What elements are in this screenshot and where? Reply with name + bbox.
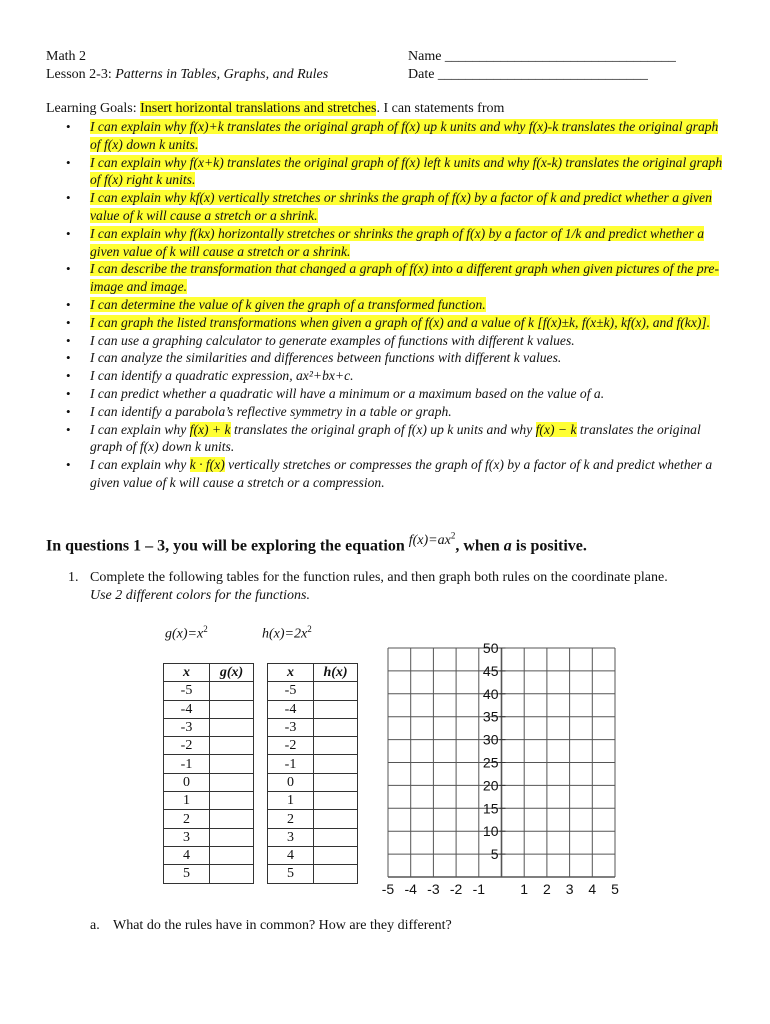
goal-highlight: f(x) − k bbox=[535, 421, 577, 437]
goal-text: I can identify a parabola’s reflective symmetry in a table or graph. bbox=[90, 403, 452, 419]
goal-item bbox=[60, 367, 730, 385]
answer-cell[interactable] bbox=[314, 828, 358, 846]
y-tick-label: 15 bbox=[482, 800, 499, 817]
y-tick-label: 5 bbox=[490, 846, 499, 863]
table-row bbox=[164, 773, 254, 791]
answer-cell[interactable] bbox=[314, 792, 358, 810]
bullet-icon: • bbox=[66, 421, 71, 437]
column-header-x: x bbox=[268, 664, 314, 682]
goal-text: I can identify a quadratic expression, ax²+bx+c. bbox=[90, 368, 354, 384]
bullet-icon: • bbox=[66, 403, 71, 419]
x-cell: -4 bbox=[164, 700, 210, 718]
table-row bbox=[268, 810, 358, 828]
table-row bbox=[164, 846, 254, 864]
y-tick-label: 35 bbox=[482, 708, 499, 725]
bullet-icon: • bbox=[66, 350, 71, 366]
table-row bbox=[268, 828, 358, 846]
table-row bbox=[268, 700, 358, 718]
table-row bbox=[268, 865, 358, 883]
goal-text: I can explain why kf(x) vertically stretches or shrinks the graph of f(x) by a factor of k and predict whether a given value of k will cause a stretch or a shrink. bbox=[90, 190, 712, 223]
answer-cell[interactable] bbox=[210, 700, 254, 718]
goal-text: I can predict whether a quadratic will have a minimum or a maximum based on the value of a. bbox=[90, 385, 605, 401]
goal-text: I can explain why bbox=[90, 457, 190, 473]
x-tick-label: 1 bbox=[520, 881, 529, 897]
table-row bbox=[268, 682, 358, 700]
x-cell: 5 bbox=[164, 865, 210, 883]
column-header-gx: g(x) bbox=[210, 664, 254, 682]
answer-cell[interactable] bbox=[210, 810, 254, 828]
table-row bbox=[268, 718, 358, 736]
y-tick-label: 50 bbox=[482, 640, 499, 656]
x-tick-label: 5 bbox=[611, 881, 619, 897]
goal-text: I can analyze the similarities and differences between functions with different k values. bbox=[90, 350, 562, 366]
goal-text: I can explain why f(x)+k translates the original graph of f(x) up k units and why f(x)-k translates the original graph of f(x) down k units. bbox=[90, 119, 719, 152]
section-title bbox=[46, 530, 587, 556]
x-cell: 0 bbox=[164, 773, 210, 791]
goal-item bbox=[60, 225, 730, 261]
q1-text-2: Use 2 different colors for the functions. bbox=[90, 588, 310, 603]
y-tick-label: 45 bbox=[482, 662, 499, 679]
column-header-hx: h(x) bbox=[314, 664, 358, 682]
section-equation bbox=[408, 530, 456, 548]
answer-cell[interactable] bbox=[210, 865, 254, 883]
goal-text: I can graph the listed transformations when given a graph of f(x) and a value of k [f(x)±k, f(x±k), kf(x), and f(kx)]. bbox=[90, 314, 711, 330]
bullet-icon: • bbox=[66, 314, 71, 330]
table-row bbox=[164, 682, 254, 700]
answer-cell[interactable] bbox=[210, 755, 254, 773]
goal-item bbox=[60, 296, 730, 314]
y-tick-label: 30 bbox=[482, 731, 499, 748]
table-header-row bbox=[268, 664, 358, 682]
lesson-name: Patterns in Tables, Graphs, and Rules bbox=[115, 67, 329, 82]
table-g-body bbox=[164, 682, 254, 883]
x-cell: 0 bbox=[268, 773, 314, 791]
table-h bbox=[267, 663, 358, 884]
answer-cell[interactable] bbox=[210, 846, 254, 864]
learning-goals-label: Learning Goals: bbox=[46, 101, 141, 116]
table-row bbox=[268, 755, 358, 773]
answer-cell[interactable] bbox=[210, 792, 254, 810]
answer-cell[interactable] bbox=[314, 737, 358, 755]
goal-text: I can determine the value of k given the graph of a transformed function. bbox=[90, 296, 486, 312]
goal-text: I can explain why f(kx) horizontally stretches or shrinks the graph of f(x) by a factor of 1/k and predict whether a given value of k will cause a stretch or a shrink. bbox=[90, 225, 704, 259]
goal-item bbox=[60, 349, 730, 367]
goal-item bbox=[60, 456, 730, 492]
table-row bbox=[164, 865, 254, 883]
x-cell: -3 bbox=[164, 718, 210, 736]
coordinate-grid bbox=[380, 640, 630, 905]
lesson-prefix: Lesson 2-3: bbox=[46, 67, 116, 82]
answer-cell[interactable] bbox=[314, 700, 358, 718]
table-row bbox=[164, 700, 254, 718]
x-cell: 1 bbox=[268, 792, 314, 810]
x-tick-label: -1 bbox=[472, 881, 486, 897]
bullet-icon: • bbox=[66, 332, 71, 348]
date-field: Date ______________________________ bbox=[408, 67, 648, 82]
x-cell: -2 bbox=[268, 737, 314, 755]
goal-text: I can explain why f(x+k) translates the original graph of f(x) left k units and why f(x-k) translates the original graph of f(x) right k units. bbox=[90, 154, 723, 188]
bullet-icon: • bbox=[66, 225, 71, 241]
x-cell: 1 bbox=[164, 792, 210, 810]
table-row bbox=[268, 737, 358, 755]
y-tick-label: 40 bbox=[482, 685, 499, 702]
lesson-title bbox=[46, 66, 328, 84]
table-row bbox=[268, 792, 358, 810]
table-row bbox=[164, 718, 254, 736]
goal-text: I can explain why bbox=[90, 421, 190, 437]
answer-cell[interactable] bbox=[314, 865, 358, 883]
g-label-exponent: 2 bbox=[203, 624, 208, 634]
x-tick-label: 2 bbox=[543, 881, 551, 897]
grid-lines bbox=[388, 648, 615, 877]
y-tick-label: 20 bbox=[482, 777, 499, 794]
goal-highlight: f(x) + k bbox=[189, 421, 231, 437]
x-cell: -2 bbox=[164, 737, 210, 755]
learning-goals-highlight: Insert horizontal translations and stretches bbox=[140, 101, 377, 116]
x-cell: 4 bbox=[268, 846, 314, 864]
table-h-body bbox=[268, 682, 358, 883]
table-row bbox=[164, 755, 254, 773]
answer-cell[interactable] bbox=[314, 718, 358, 736]
answer-cell[interactable] bbox=[314, 773, 358, 791]
section-title-text: , when bbox=[455, 537, 504, 555]
h-label-exponent: 2 bbox=[307, 624, 312, 634]
goal-item bbox=[60, 260, 730, 296]
x-tick-label: -5 bbox=[381, 881, 395, 897]
answer-cell[interactable] bbox=[314, 682, 358, 700]
answer-cell[interactable] bbox=[314, 810, 358, 828]
goal-item bbox=[60, 385, 730, 403]
equation-text: f(x)=ax bbox=[408, 532, 451, 548]
goal-item bbox=[60, 421, 730, 457]
x-cell: 2 bbox=[164, 810, 210, 828]
table-row bbox=[164, 792, 254, 810]
grid-labels bbox=[382, 640, 619, 897]
section-variable: a bbox=[503, 537, 512, 555]
bullet-icon: • bbox=[66, 296, 71, 312]
section-title-text: In questions 1 – 3, you will be exploring the equation bbox=[46, 537, 409, 555]
x-cell: -5 bbox=[268, 682, 314, 700]
x-cell: -1 bbox=[268, 755, 314, 773]
table-row bbox=[164, 737, 254, 755]
learning-goals-list bbox=[60, 118, 730, 492]
goal-item bbox=[60, 118, 730, 154]
table-row bbox=[164, 828, 254, 846]
bullet-icon: • bbox=[66, 368, 71, 384]
table-row bbox=[164, 810, 254, 828]
answer-cell[interactable] bbox=[210, 737, 254, 755]
x-cell: 3 bbox=[268, 828, 314, 846]
q1-text: Complete the following tables for the function rules, and then graph both rules on the coordinate plane. bbox=[90, 570, 668, 585]
bullet-icon: • bbox=[66, 190, 71, 206]
x-tick-label: -3 bbox=[427, 881, 440, 897]
answer-cell[interactable] bbox=[314, 755, 358, 773]
table-row bbox=[268, 846, 358, 864]
x-cell: 3 bbox=[164, 828, 210, 846]
goal-text: I can describe the transformation that changed a graph of f(x) into a different graph when given pictures of the pre-image and image. bbox=[90, 261, 719, 295]
table-header-row bbox=[164, 664, 254, 682]
goal-item bbox=[60, 403, 730, 421]
x-tick-label: 4 bbox=[588, 881, 597, 897]
table-row bbox=[268, 773, 358, 791]
answer-cell[interactable] bbox=[210, 773, 254, 791]
table-g bbox=[163, 663, 254, 884]
bullet-icon: • bbox=[66, 154, 71, 170]
learning-goals-after: . I can statements from bbox=[376, 101, 505, 116]
bullet-icon: • bbox=[66, 457, 71, 473]
x-cell: -4 bbox=[268, 700, 314, 718]
bullet-icon: • bbox=[66, 261, 71, 277]
goal-highlight: k · f(x) bbox=[189, 457, 225, 473]
q1-number: 1. bbox=[68, 570, 79, 585]
x-cell: 4 bbox=[164, 846, 210, 864]
goal-item bbox=[60, 189, 730, 225]
qa-text: What do the rules have in common? How are they different? bbox=[113, 918, 452, 933]
goal-item bbox=[60, 332, 730, 350]
goal-text: vertically stretches or compresses the graph of f(x) by a factor of k and predict whether a given value of k will cause a stretch or a compression. bbox=[90, 457, 713, 490]
g-function-label bbox=[165, 624, 208, 643]
answer-cell[interactable] bbox=[210, 718, 254, 736]
h-label-text: h(x)=2x bbox=[262, 626, 308, 642]
bullet-icon: • bbox=[66, 385, 71, 401]
course-label: Math 2 bbox=[46, 49, 87, 64]
g-label-text: g(x)=x bbox=[165, 626, 204, 642]
goal-text: translates the original graph of f(x) up k units and why bbox=[230, 421, 536, 437]
answer-cell[interactable] bbox=[210, 682, 254, 700]
equation-exponent: 2 bbox=[450, 530, 456, 540]
goal-text: translates the original graph of f(x) down k units. bbox=[90, 421, 701, 455]
name-field: Name _________________________________ bbox=[408, 49, 676, 64]
h-function-label bbox=[262, 624, 312, 643]
section-title-text: is positive. bbox=[511, 537, 587, 555]
bullet-icon: • bbox=[66, 119, 71, 134]
goal-item bbox=[60, 154, 730, 190]
x-tick-label: -2 bbox=[449, 881, 463, 897]
x-cell: -3 bbox=[268, 718, 314, 736]
y-tick-label: 10 bbox=[482, 823, 499, 840]
learning-goals-intro bbox=[46, 100, 504, 118]
answer-cell[interactable] bbox=[314, 846, 358, 864]
x-tick-label: -4 bbox=[404, 881, 417, 897]
x-cell: -5 bbox=[164, 682, 210, 700]
answer-cell[interactable] bbox=[210, 828, 254, 846]
x-tick-label: 3 bbox=[565, 881, 574, 897]
qa-letter: a. bbox=[90, 918, 100, 933]
goal-item bbox=[60, 314, 730, 332]
column-header-x: x bbox=[164, 664, 210, 682]
x-cell: 5 bbox=[268, 865, 314, 883]
x-cell: 2 bbox=[268, 810, 314, 828]
y-tick-label: 25 bbox=[482, 754, 499, 771]
goal-text: I can use a graphing calculator to generate examples of functions with different k values. bbox=[90, 332, 575, 348]
x-cell: -1 bbox=[164, 755, 210, 773]
